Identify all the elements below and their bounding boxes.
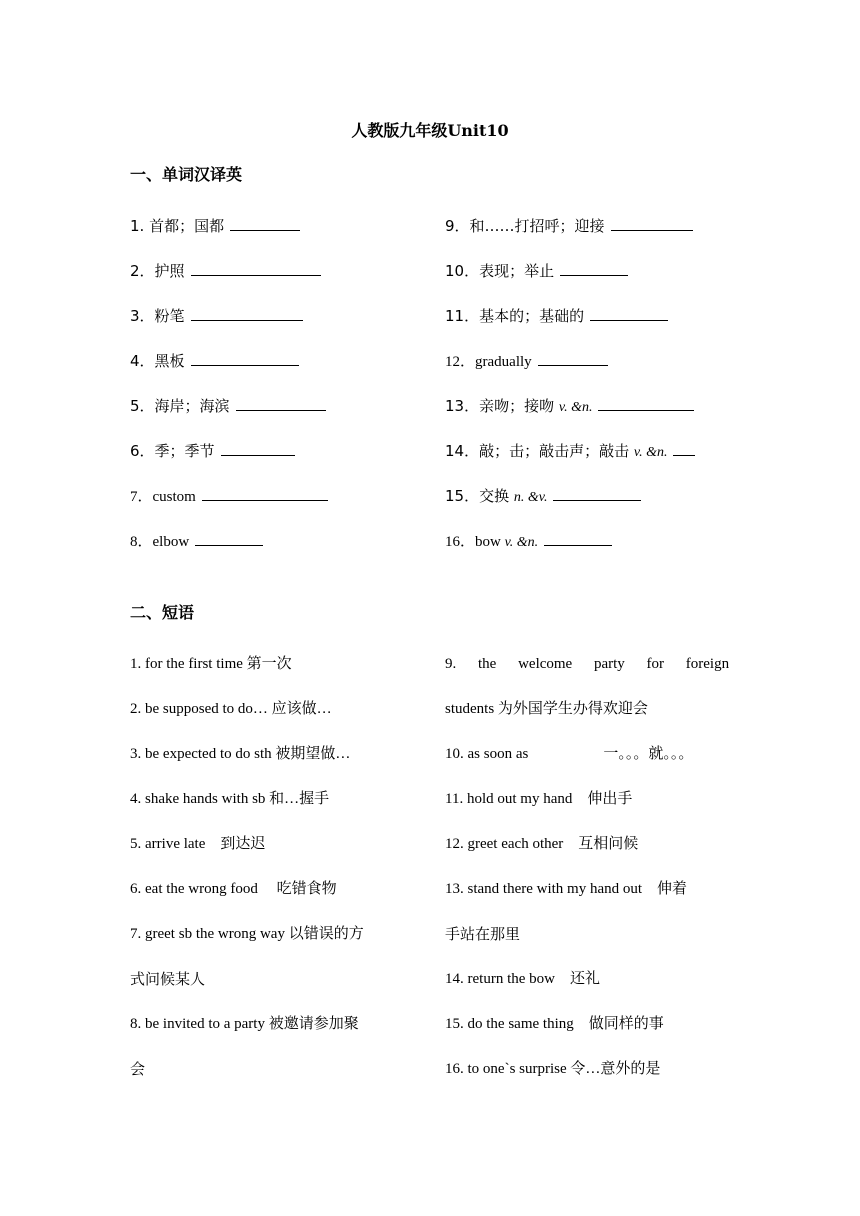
section-heading-phrases: 二、短语	[130, 603, 195, 622]
page-title: 人教版九年级Unit10	[351, 121, 509, 140]
vocab-item: 3．粉笔	[130, 304, 303, 328]
answer-blank[interactable]	[553, 484, 641, 501]
answer-blank[interactable]	[598, 394, 694, 411]
vocab-item: 12．gradually	[445, 349, 608, 373]
answer-blank[interactable]	[191, 304, 303, 321]
phrase-line: 7. greet sb the wrong way 以错误的方	[130, 926, 364, 942]
phrase-line: 式问候某人	[130, 970, 206, 988]
vocab-item: 8．elbow	[130, 529, 263, 553]
vocab-item: 15．交换 n. &v.	[445, 484, 641, 508]
vocab-item: 11．基本的；基础的	[445, 304, 668, 328]
answer-blank[interactable]	[191, 349, 299, 366]
phrase-line: 5. arrive late 到达迟	[130, 836, 266, 852]
answer-blank[interactable]	[195, 529, 263, 546]
answer-blank[interactable]	[590, 304, 668, 321]
phrase-line: 16. to one`s surprise 令…意外的是	[445, 1061, 661, 1077]
phrase-line: 6. eat the wrong food 吃错食物	[130, 881, 337, 897]
vocab-item: 14．敲；击；敲击声；敲击 v. &n.	[445, 439, 695, 463]
vocab-item: 1. 首都；国都	[130, 214, 300, 238]
vocab-item: 9．和……打招呼；迎接	[445, 214, 693, 238]
phrase-line: 3. be expected to do sth 被期望做…	[130, 746, 351, 762]
vocab-item: 4．黑板	[130, 349, 299, 373]
vocab-item: 6．季；季节	[130, 439, 295, 463]
phrase-line: 2. be supposed to do… 应该做…	[130, 701, 332, 717]
phrase-line: students 为外国学生办得欢迎会	[445, 701, 648, 717]
answer-blank[interactable]	[191, 259, 321, 276]
phrase-line: 8. be invited to a party 被邀请参加聚	[130, 1016, 359, 1032]
phrase-line: 12. greet each other 互相问候	[445, 836, 639, 852]
section-heading-vocabulary: 一、单词汉译英	[130, 165, 243, 184]
vocab-item: 2．护照	[130, 259, 321, 283]
answer-blank[interactable]	[202, 484, 328, 501]
phrase-line: 手站在那里	[445, 925, 521, 943]
answer-blank[interactable]	[560, 259, 628, 276]
phrase-line: 4. shake hands with sb 和…握手	[130, 791, 330, 807]
answer-blank[interactable]	[538, 349, 608, 366]
answer-blank[interactable]	[221, 439, 295, 456]
answer-blank[interactable]	[236, 394, 326, 411]
vocab-item: 16．bow v. &n.	[445, 529, 612, 553]
phrase-line: 会	[130, 1060, 146, 1078]
vocab-item: 10．表现；举止	[445, 259, 628, 283]
vocab-item: 13．亲吻；接吻 v. &n.	[445, 394, 694, 418]
answer-blank[interactable]	[544, 529, 612, 546]
phrase-line: 11. hold out my hand 伸出手	[445, 791, 633, 807]
phrase-line: 14. return the bow 还礼	[445, 971, 600, 987]
answer-blank[interactable]	[230, 214, 300, 231]
phrase-line: 1. for the first time 第一次	[130, 656, 292, 672]
answer-blank[interactable]	[611, 214, 693, 231]
vocab-item: 7．custom	[130, 484, 328, 508]
phrase-line: 9. the welcome party for foreign	[445, 656, 730, 672]
vocab-item: 5．海岸；海滨	[130, 394, 326, 418]
phrase-line: 10. as soon as 一。。。就。。。	[445, 746, 694, 762]
phrase-line: 15. do the same thing 做同样的事	[445, 1016, 664, 1032]
answer-blank[interactable]	[673, 439, 695, 456]
phrase-line: 13. stand there with my hand out 伸着	[445, 881, 688, 897]
